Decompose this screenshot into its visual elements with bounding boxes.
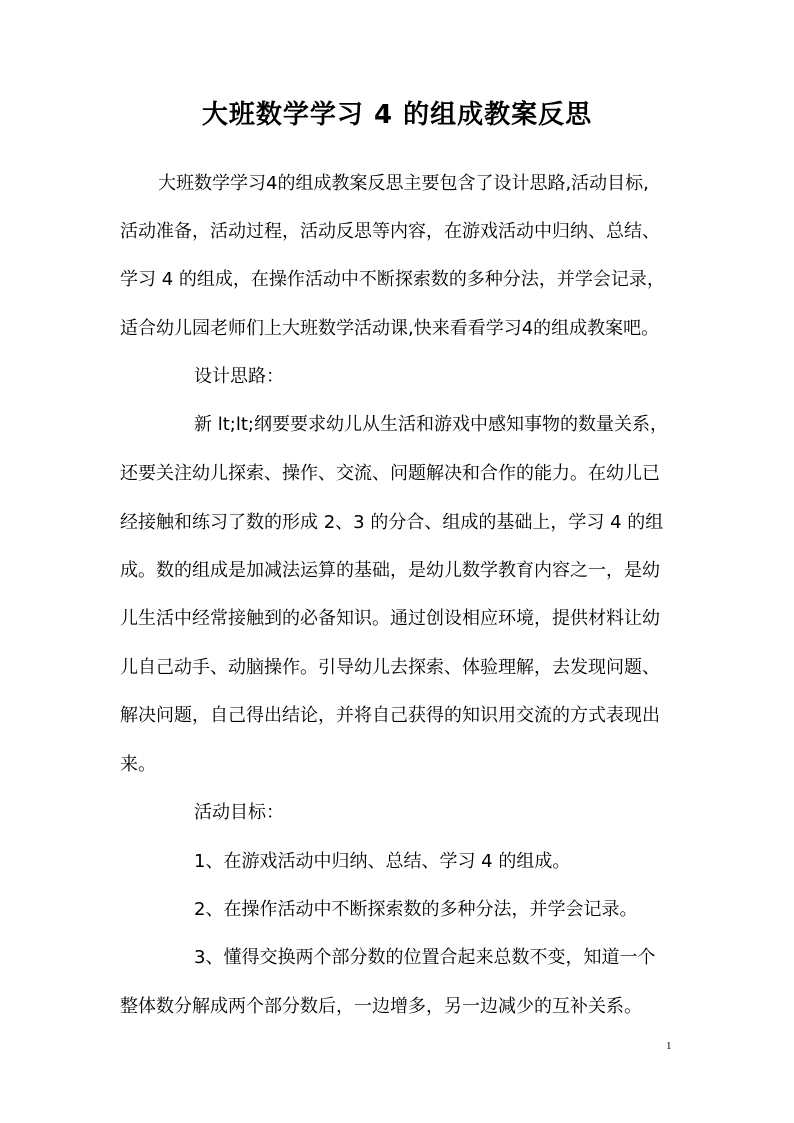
- goal-item-3: 3、懂得交换两个部分数的位置合起来总数不变，知道一个: [194, 947, 656, 968]
- body-line-8: 经接触和练习了数的形成 2、3 的分合、组成的基础上，学习 4 的组: [120, 512, 664, 533]
- page-number: 1: [666, 1040, 672, 1052]
- goal-item-3-continued: 整体数分解成两个部分数后，一边增多，另一边减少的互补关系。: [120, 996, 642, 1017]
- body-line-1: 大班数学学习4的组成教案反思主要包含了设计思路,活动目标,: [158, 173, 649, 194]
- section-heading-design: 设计思路：: [194, 366, 284, 387]
- goal-item-2: 2、在操作活动中不断探索数的多种分法，并学会记录。: [194, 899, 638, 920]
- body-line-6: 新 lt;lt;纲要要求幼儿从生活和游戏中感知事物的数量关系，: [194, 414, 668, 435]
- section-heading-goals: 活动目标：: [194, 802, 284, 823]
- body-line-2: 活动准备，活动过程，活动反思等内容，在游戏活动中归纳、总结、: [120, 221, 660, 242]
- body-line-10: 儿生活中经常接触到的必备知识。通过创设相应环境，提供材料让幼: [120, 608, 660, 629]
- body-line-11: 儿自己动手、动脑操作。引导幼儿去探索、体验理解，去发现问题、: [120, 657, 660, 678]
- body-line-12: 解决问题，自己得出结论，并将自己获得的知识用交流的方式表现出: [120, 705, 660, 726]
- body-line-4: 适合幼儿园老师们上大班数学活动课,快来看看学习4的组成教案吧。: [120, 318, 660, 339]
- body-line-3: 学习 4 的组成，在操作活动中不断探索数的多种分法，并学会记录，: [120, 269, 665, 290]
- body-line-7: 还要关注幼儿探索、操作、交流、问题解决和合作的能力。在幼儿已: [120, 463, 660, 484]
- document-title: 大班数学学习 4 的组成教案反思: [201, 100, 593, 130]
- body-line-13: 来。: [120, 754, 156, 775]
- body-line-9: 成。数的组成是加减法运算的基础，是幼儿数学教育内容之一，是幼: [120, 560, 660, 581]
- goal-item-1: 1、在游戏活动中归纳、总结、学习 4 的组成。: [194, 851, 571, 872]
